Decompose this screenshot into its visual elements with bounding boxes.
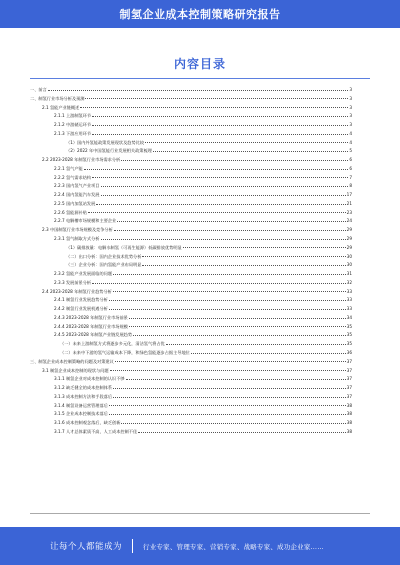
toc-entry-page: 6 — [349, 157, 352, 163]
toc-entry[interactable] — [30, 172, 352, 180]
toc-entry-page: 38 — [346, 402, 352, 408]
toc-entry-text: 2.2.5 国内加氢站发展 — [54, 200, 96, 206]
toc-entry-page: 35 — [346, 341, 352, 347]
toc-entry-text: 3.1.1 制氢企业对成本控制的认识不够 — [54, 376, 125, 382]
toc-leader-dots — [88, 212, 346, 213]
toc-entry[interactable] — [30, 391, 352, 399]
toc-entry-page: 17 — [346, 192, 352, 198]
toc-entry[interactable] — [30, 93, 352, 101]
toc-leader-dots — [191, 353, 346, 354]
toc-entry-text: （1）国内外氢能政策发展现状及趋势比较 — [66, 139, 145, 145]
toc-entry[interactable] — [30, 321, 352, 329]
toc-entry[interactable] — [30, 365, 352, 373]
toc-entry-page: 29 — [346, 236, 352, 242]
toc-entry-text: 2.4.1 制氢行业发展趋势分析 — [54, 297, 108, 303]
toc-leader-dots — [113, 291, 346, 292]
toc-entry[interactable] — [30, 277, 352, 285]
toc-leader-dots — [142, 265, 345, 266]
toc-entry-page: 37 — [346, 393, 352, 399]
toc-entry[interactable] — [30, 303, 352, 311]
toc-entry-text: （1）碳排放量：电解水制氢（可再生能源）低碳排放优势明显 — [66, 244, 182, 250]
toc-leader-dots — [113, 397, 346, 398]
toc-entry-page: 35 — [346, 332, 352, 338]
toc-entry[interactable] — [30, 259, 352, 267]
toc-leader-dots — [109, 309, 346, 310]
toc-entry[interactable] — [30, 180, 352, 188]
toc-leader-dots — [126, 379, 346, 380]
toc-entry-text: 2.2.3 国内氢气产业项目 — [54, 183, 100, 189]
toc-entry-page: 30 — [346, 253, 352, 259]
toc-entry[interactable] — [30, 137, 352, 145]
toc-entry-text: 2.1.2 中游储运环节 — [54, 122, 92, 128]
toc-leader-dots — [113, 388, 346, 389]
toc-heading-rule — [30, 78, 370, 79]
toc-entry-text: 3.1.7 人才总体素质不高，人工成本控制不佳 — [54, 428, 138, 434]
toc-entry[interactable] — [30, 145, 352, 153]
toc-leader-dots — [101, 195, 346, 196]
toc-entry-text: 2.1.3 下游应用环节 — [54, 130, 92, 136]
toc-leader-dots — [92, 116, 348, 117]
toc-entry[interactable] — [30, 233, 352, 241]
toc-entry[interactable] — [30, 84, 352, 92]
toc-entry-page: 37 — [346, 358, 352, 364]
toc-entry[interactable] — [30, 294, 352, 302]
toc-entry-text: （二）未来中下游的氢气运输成本下降，和绿色氢能逐步占据主导地位 — [60, 349, 190, 355]
toc-leader-dots — [121, 423, 345, 424]
table-of-contents — [30, 84, 352, 435]
toc-entry[interactable] — [30, 207, 352, 215]
toc-leader-dots — [133, 335, 346, 336]
toc-entry[interactable] — [30, 356, 352, 364]
toc-leader-dots — [109, 405, 346, 406]
toc-entry-page: 32 — [346, 279, 352, 285]
toc-leader-dots — [145, 142, 348, 143]
toc-leader-dots — [183, 247, 346, 248]
toc-leader-dots — [84, 169, 349, 170]
toc-entry-text: （2）2022 年中国氢能行业发展相关政策梳理 — [66, 148, 152, 154]
toc-entry-text: 2.3.2 氢能产业发展面临的问题 — [54, 271, 113, 277]
toc-entry[interactable] — [30, 373, 352, 381]
toc-leader-dots — [153, 151, 348, 152]
toc-leader-dots — [114, 230, 346, 231]
toc-entry-text: 一、前言 — [30, 87, 47, 92]
toc-entry-page: 4 — [349, 130, 352, 136]
toc-leader-dots — [85, 98, 348, 99]
toc-leader-dots — [96, 204, 345, 205]
toc-entry-text: （一）未来上游制氢方式将逐步多元化，清洁氢气将占优 — [60, 341, 165, 347]
toc-leader-dots — [101, 239, 346, 240]
toc-entry-text: 2.4.5 2023-2028 年制氢产业链发展趋势 — [54, 332, 133, 338]
toc-leader-dots — [80, 107, 348, 108]
toc-entry[interactable] — [30, 198, 352, 206]
toc-leader-dots — [115, 361, 346, 362]
toc-entry-text: 2.2.4 国内氢能汽车发展 — [54, 192, 100, 198]
footer-slogan: 让每个人都能成为 — [50, 542, 123, 552]
toc-entry-page: 38 — [346, 420, 352, 426]
footer-divider — [132, 539, 133, 553]
toc-leader-dots — [92, 283, 346, 284]
toc-entry[interactable] — [30, 268, 352, 276]
toc-leader-dots — [121, 160, 348, 161]
toc-entry-text: 2.3.3 发展前景分析 — [54, 279, 92, 285]
toc-entry-page: 33 — [346, 306, 352, 312]
toc-entry-page: 33 — [346, 288, 352, 294]
page-bottom-rule — [30, 513, 370, 514]
toc-entry-page: 29 — [346, 227, 352, 233]
toc-entry[interactable] — [30, 329, 352, 337]
toc-leader-dots — [113, 274, 346, 275]
toc-entry-text: 2.2 2023-2028 年制氢行业市场需求分析 — [42, 157, 121, 163]
toc-entry-text: 2.2.2 氢气需求结构 — [54, 174, 92, 180]
toc-entry-text: 3.1.4 制氢设备运营管理落后 — [54, 402, 108, 408]
toc-entry[interactable] — [30, 312, 352, 320]
toc-entry-text: 2.3 中国制氢行业市场规模及竞争分析 — [42, 227, 113, 233]
toc-entry-text: 2.2.1 氢气产能 — [54, 165, 83, 171]
toc-entry-page: 3 — [349, 87, 352, 92]
toc-entry[interactable] — [30, 286, 352, 294]
toc-entry-page: 33 — [346, 297, 352, 303]
toc-entry-page: 36 — [346, 349, 352, 355]
toc-leader-dots — [138, 432, 345, 433]
toc-entry-page: 37 — [346, 367, 352, 373]
toc-leader-dots — [92, 125, 348, 126]
toc-entry[interactable] — [30, 163, 352, 171]
toc-entry-page: 3 — [349, 113, 352, 119]
toc-entry[interactable] — [30, 347, 352, 355]
toc-leader-dots — [129, 326, 346, 327]
toc-leader-dots — [117, 221, 345, 222]
toc-entry[interactable] — [30, 382, 352, 390]
toc-entry[interactable] — [30, 119, 352, 127]
toc-entry[interactable] — [30, 224, 352, 232]
toc-entry-page: 21 — [346, 200, 352, 206]
toc-leader-dots — [110, 370, 346, 371]
toc-entry-page: 37 — [346, 385, 352, 391]
toc-entry-page: 35 — [346, 323, 352, 329]
toc-entry[interactable] — [30, 189, 352, 197]
toc-entry-page: 4 — [349, 139, 352, 145]
toc-heading: 内容目录 — [173, 57, 226, 71]
toc-entry-page: 3 — [349, 104, 352, 110]
toc-entry-text: 3.1 制氢企业成本控制的现状与问题 — [42, 367, 109, 373]
toc-entry-page: 29 — [346, 244, 352, 250]
toc-entry-page: 8 — [349, 183, 352, 189]
toc-leader-dots — [109, 300, 346, 301]
toc-leader-dots — [166, 344, 346, 345]
toc-entry-page: 6 — [349, 165, 352, 171]
toc-entry-text: 三、制氢企业成本控制策略的问题及对策建议 — [30, 358, 114, 364]
report-footer — [0, 527, 400, 565]
toc-entry[interactable] — [30, 110, 352, 118]
toc-entry-text: 2.1.1 上游制氢环节 — [54, 113, 92, 119]
toc-entry-page: 31 — [346, 271, 352, 277]
toc-entry-text: 2.1 氢能产业链概述 — [42, 104, 80, 110]
toc-entry-text: （三）企业分析：国内氢能产业布局明显 — [66, 262, 142, 268]
report-title: 制氢企业成本控制策略研究报告 — [119, 8, 281, 21]
toc-entry[interactable] — [30, 408, 352, 416]
toc-entry[interactable] — [30, 154, 352, 162]
toc-entry-text: 二、制氢行业市场分析及预测 — [30, 95, 85, 101]
toc-leader-dots — [142, 256, 345, 257]
toc-entry-page: 7 — [349, 174, 352, 180]
toc-entry[interactable] — [30, 426, 352, 434]
toc-entry[interactable] — [30, 417, 352, 425]
toc-entry-text: 3.1.2 缺乏健全的成本控制体系 — [54, 385, 113, 391]
toc-entry-text: 2.3.1 氢气制取方式分析 — [54, 236, 100, 242]
toc-entry[interactable] — [30, 251, 352, 259]
toc-entry-text: （二）出口分析：国内企业技术优势分析 — [66, 253, 142, 259]
toc-entry-page: 38 — [346, 428, 352, 434]
toc-entry-page: 3 — [349, 122, 352, 128]
toc-entry[interactable] — [30, 242, 352, 250]
toc-entry-text: 2.4 2023-2028 年制氢行业趋势分析 — [42, 288, 112, 294]
toc-entry-text: 2.4.2 制氢行业发展机遇分析 — [54, 306, 108, 312]
toc-entry-text: 2.2.7 电解槽市场规模和主要企业 — [54, 218, 117, 224]
toc-entry-text: 3.1.6 成本控制观念落后，缺乏创新 — [54, 420, 121, 426]
toc-entry-text: 3.1.3 成本控制方法和手段落后 — [54, 393, 113, 399]
toc-entry-text: 2.4.3 2023-2028 年制氢行业市场前景 — [54, 314, 128, 320]
toc-leader-dots — [92, 134, 348, 135]
toc-entry-page: 38 — [346, 411, 352, 417]
toc-entry-page: 34 — [346, 314, 352, 320]
toc-leader-dots — [48, 90, 349, 91]
toc-entry-page: 23 — [346, 209, 352, 215]
toc-entry-page: 3 — [349, 95, 352, 101]
toc-entry-page: 24 — [346, 218, 352, 224]
footer-roles: 行业专家、管理专家、营销专家、战略专家、成功企业家…… — [143, 542, 324, 551]
toc-entry-text: 2.2.6 氢能源补贴 — [54, 209, 87, 215]
toc-leader-dots — [109, 414, 346, 415]
toc-entry-page: 30 — [346, 262, 352, 268]
report-header — [0, 0, 400, 28]
toc-entry-text: 2.4.4 2023-2028 年制氢行业市场规模 — [54, 323, 128, 329]
toc-entry-page: 5 — [349, 148, 352, 154]
toc-entry[interactable] — [30, 128, 352, 136]
toc-entry[interactable] — [30, 338, 352, 346]
toc-entry[interactable] — [30, 215, 352, 223]
toc-leader-dots — [129, 318, 346, 319]
toc-leader-dots — [101, 186, 349, 187]
toc-entry-page: 37 — [346, 376, 352, 382]
toc-leader-dots — [92, 177, 348, 178]
toc-entry[interactable] — [30, 400, 352, 408]
toc-entry[interactable] — [30, 102, 352, 110]
toc-entry-text: 3.1.5 企业成本控制技术落后 — [54, 411, 108, 417]
